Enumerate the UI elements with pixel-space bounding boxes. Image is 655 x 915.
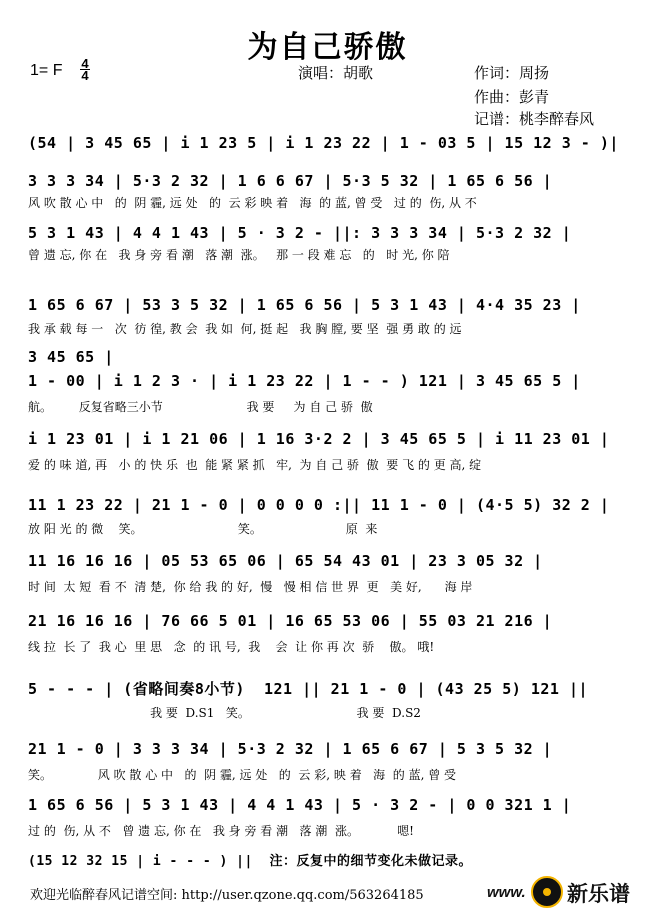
score-row-notes: 11 16 16 16 | 05 53 65 06 | 65 54 43 01 | 23 3 05 32 | xyxy=(28,552,543,570)
footer-text: 欢迎光临醉春风记谱空间: http://user.qzone.qq.com/563264185 xyxy=(30,888,424,903)
score-row-notes: 1 65 6 56 | 5 3 1 43 | 4 4 1 43 | 5 · 3 2 - | 0 0 321 1 | xyxy=(28,796,572,814)
score-row-lyrics: 笑。 风 吹 散 心 中 的 阴 霾, 远 处 的 云 彩, 映 着 海 的 蓝, 曾 受 xyxy=(28,768,457,782)
score-row-notes: 21 1 - 0 | 3 3 3 34 | 5·3 2 32 | 1 65 6 67 | 5 3 5 32 | xyxy=(28,740,553,758)
score-row-notes: 1 - 00 | i 1 2 3 · | i 1 23 22 | 1 - - ) 121 | 3 45 65 5 | xyxy=(28,372,581,390)
singer-credit: 演唱：胡歌 xyxy=(298,64,374,82)
key-signature: 1= F xyxy=(30,62,63,79)
score-row-notes: 5 3 1 43 | 4 4 1 43 | 5 · 3 2 - ||: 3 3 3 34 | 5·3 2 32 | xyxy=(28,224,572,242)
composer-credit: 作曲：彭青 xyxy=(474,88,550,106)
score-row-notes: 5 - - - | (省略间奏8小节) 121 || 21 1 - 0 | (43 25 5) 121 || xyxy=(28,680,589,698)
score-row-lyrics: 风 吹 散 心 中 的 阴 霾, 远 处 的 云 彩 映 着 海 的 蓝, 曾 受 过 的 伤, 从 不 xyxy=(28,196,477,210)
score-row-notes: (15 12 32 15 | i - - - ) || 注：反复中的细节变化未做记录。 xyxy=(28,854,472,869)
score-row-lyrics: 过 的 伤, 从 不 曾 遗 忘, 你 在 我 身 旁 看 潮 落 潮 涨。 嗯! xyxy=(28,824,414,838)
logo-text: 新乐谱 xyxy=(567,882,630,906)
score-row-lyrics: 我 要 D.S1 笑。 我 要 D.S2 xyxy=(28,706,421,720)
score-row-notes: 3 3 3 34 | 5·3 2 32 | 1 6 6 67 | 5·3 5 32 | 1 65 6 56 | xyxy=(28,172,553,190)
score-row-notes: 3 45 65 | xyxy=(28,348,114,366)
song-title: 为自己骄傲 xyxy=(247,30,408,65)
score-row-lyrics: 放 阳 光 的 微 笑。 笑。 原 来 xyxy=(28,522,378,536)
score-row-notes: 21 16 16 16 | 76 66 5 01 | 16 65 53 06 | 55 03 21 216 | xyxy=(28,612,553,630)
score-row-notes: 11 1 23 22 | 21 1 - 0 | 0 0 0 0 :|| 11 1 - 0 | (4·5 5) 32 2 | xyxy=(28,496,610,514)
time-signature xyxy=(80,58,90,81)
lyricist-credit: 作词：周扬 xyxy=(474,64,550,82)
score-row-lyrics: 爱 的 味 道, 再 小 的 快 乐 也 能 紧 紧 抓 牢, 为 自 己 骄 傲 要 飞 的 更 高, 绽 xyxy=(28,458,482,472)
score-row-lyrics: 航。 反复省略三小节 我 要 为 自 己 骄 傲 xyxy=(28,400,373,414)
time-signature-top: 4 xyxy=(81,56,89,71)
score-row-lyrics: 时 间 太 短 看 不 清 楚, 你 给 我 的 好, 慢 慢 相 信 世 界 更 美 好, 海 岸 xyxy=(28,580,473,594)
logo-www: www. xyxy=(487,884,526,901)
score-row-notes: 1 65 6 67 | 53 3 5 32 | 1 65 6 56 | 5 3 1 43 | 4·4 35 23 | xyxy=(28,296,581,314)
site-logo xyxy=(487,872,647,912)
score-row-notes: (54 | 3 45 65 | i 1 23 5 | i 1 23 22 | 1 - 03 5 | 15 12 3 - )| xyxy=(28,134,619,152)
time-signature-bottom: 4 xyxy=(81,68,89,83)
score-row-lyrics: 线 拉 长 了 我 心 里 思 念 的 讯 号, 我 会 让 你 再 次 骄 傲。 哦! xyxy=(28,640,435,654)
music-disc-icon xyxy=(531,876,563,908)
score-row-lyrics: 曾 遗 忘, 你 在 我 身 旁 看 潮 落 潮 涨。 那 一 段 难 忘 的 时 光, 你 陪 xyxy=(28,248,450,262)
transcriber-credit: 记谱：桃李醉春风 xyxy=(474,110,595,128)
score-row-lyrics: 我 承 载 每 一 次 彷 徨, 教 会 我 如 何, 挺 起 我 胸 膛, 要 坚 强 勇 敢 的 远 xyxy=(28,322,462,336)
score-row-notes: i 1 23 01 | i 1 21 06 | 1 16 3·2 2 | 3 45 65 5 | i 11 23 01 | xyxy=(28,430,610,448)
